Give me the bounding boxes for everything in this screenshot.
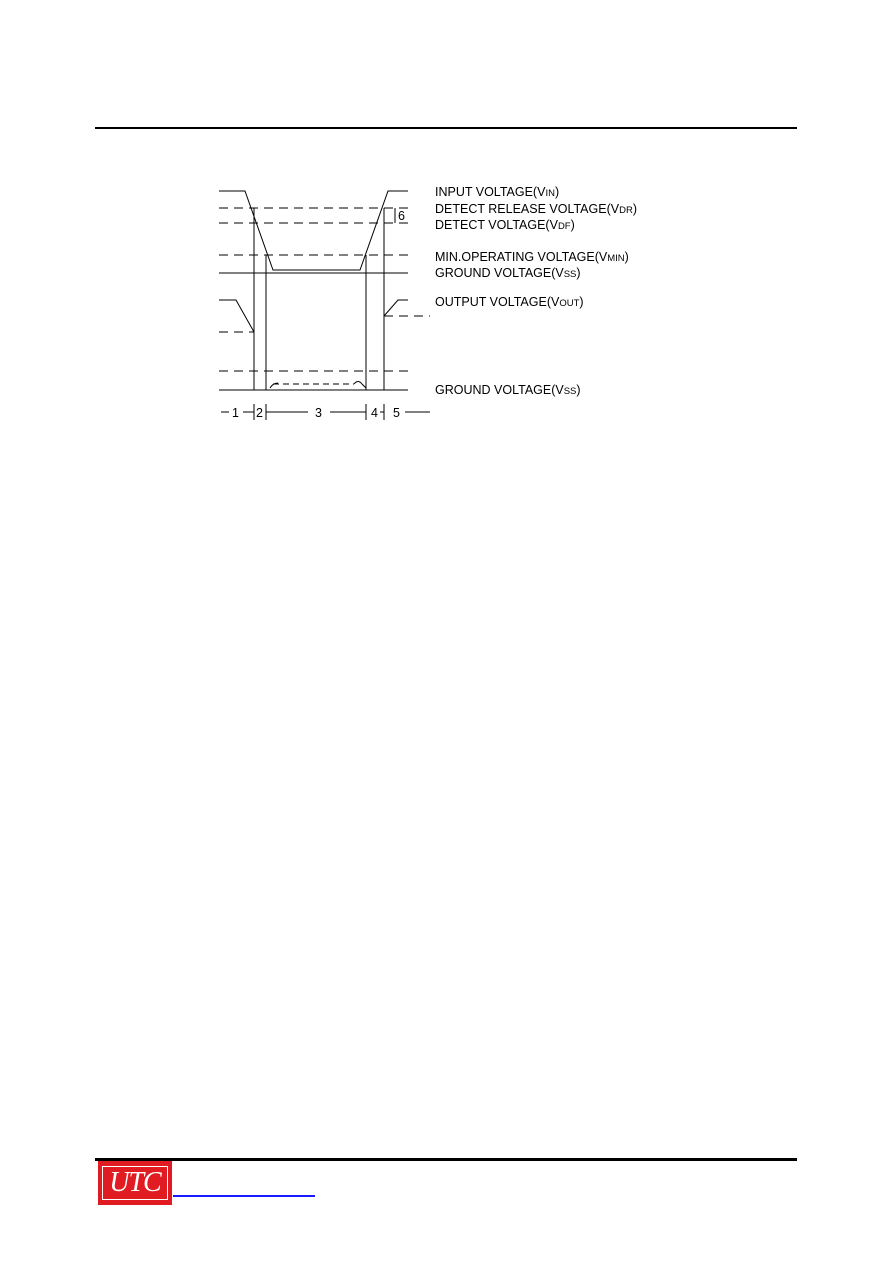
utc-logo-text: UTC xyxy=(102,1166,168,1200)
label-input-voltage: INPUT VOLTAGE(VIN) xyxy=(435,185,560,199)
output-waveform-right xyxy=(384,300,408,316)
segment-label-2: 2 xyxy=(256,406,263,420)
label-min-operating-voltage: MIN.OPERATING VOLTAGE(VMIN) xyxy=(435,250,629,264)
segment-label-1: 1 xyxy=(232,406,239,420)
label-output-voltage: OUTPUT VOLTAGE(VOUT) xyxy=(435,295,584,309)
output-waveform-left xyxy=(219,300,254,332)
utc-logo xyxy=(98,1161,172,1205)
segment-label-5: 5 xyxy=(393,406,400,420)
input-voltage-waveform xyxy=(219,191,408,270)
footer-link[interactable] xyxy=(173,1195,315,1197)
label-ground-voltage-input: GROUND VOLTAGE(VSS) xyxy=(435,266,581,280)
footer-rule xyxy=(95,1158,797,1161)
label-ground-voltage-output: GROUND VOLTAGE(VSS) xyxy=(435,383,581,397)
segment-label-3: 3 xyxy=(315,406,322,420)
output-low-bump-right xyxy=(354,382,366,389)
marker-6-label: 6 xyxy=(398,209,405,223)
segment-label-4: 4 xyxy=(371,406,378,420)
label-detect-voltage: DETECT VOLTAGE(VDF) xyxy=(435,218,575,232)
label-detect-release-voltage: DETECT RELEASE VOLTAGE(VDR) xyxy=(435,202,637,216)
